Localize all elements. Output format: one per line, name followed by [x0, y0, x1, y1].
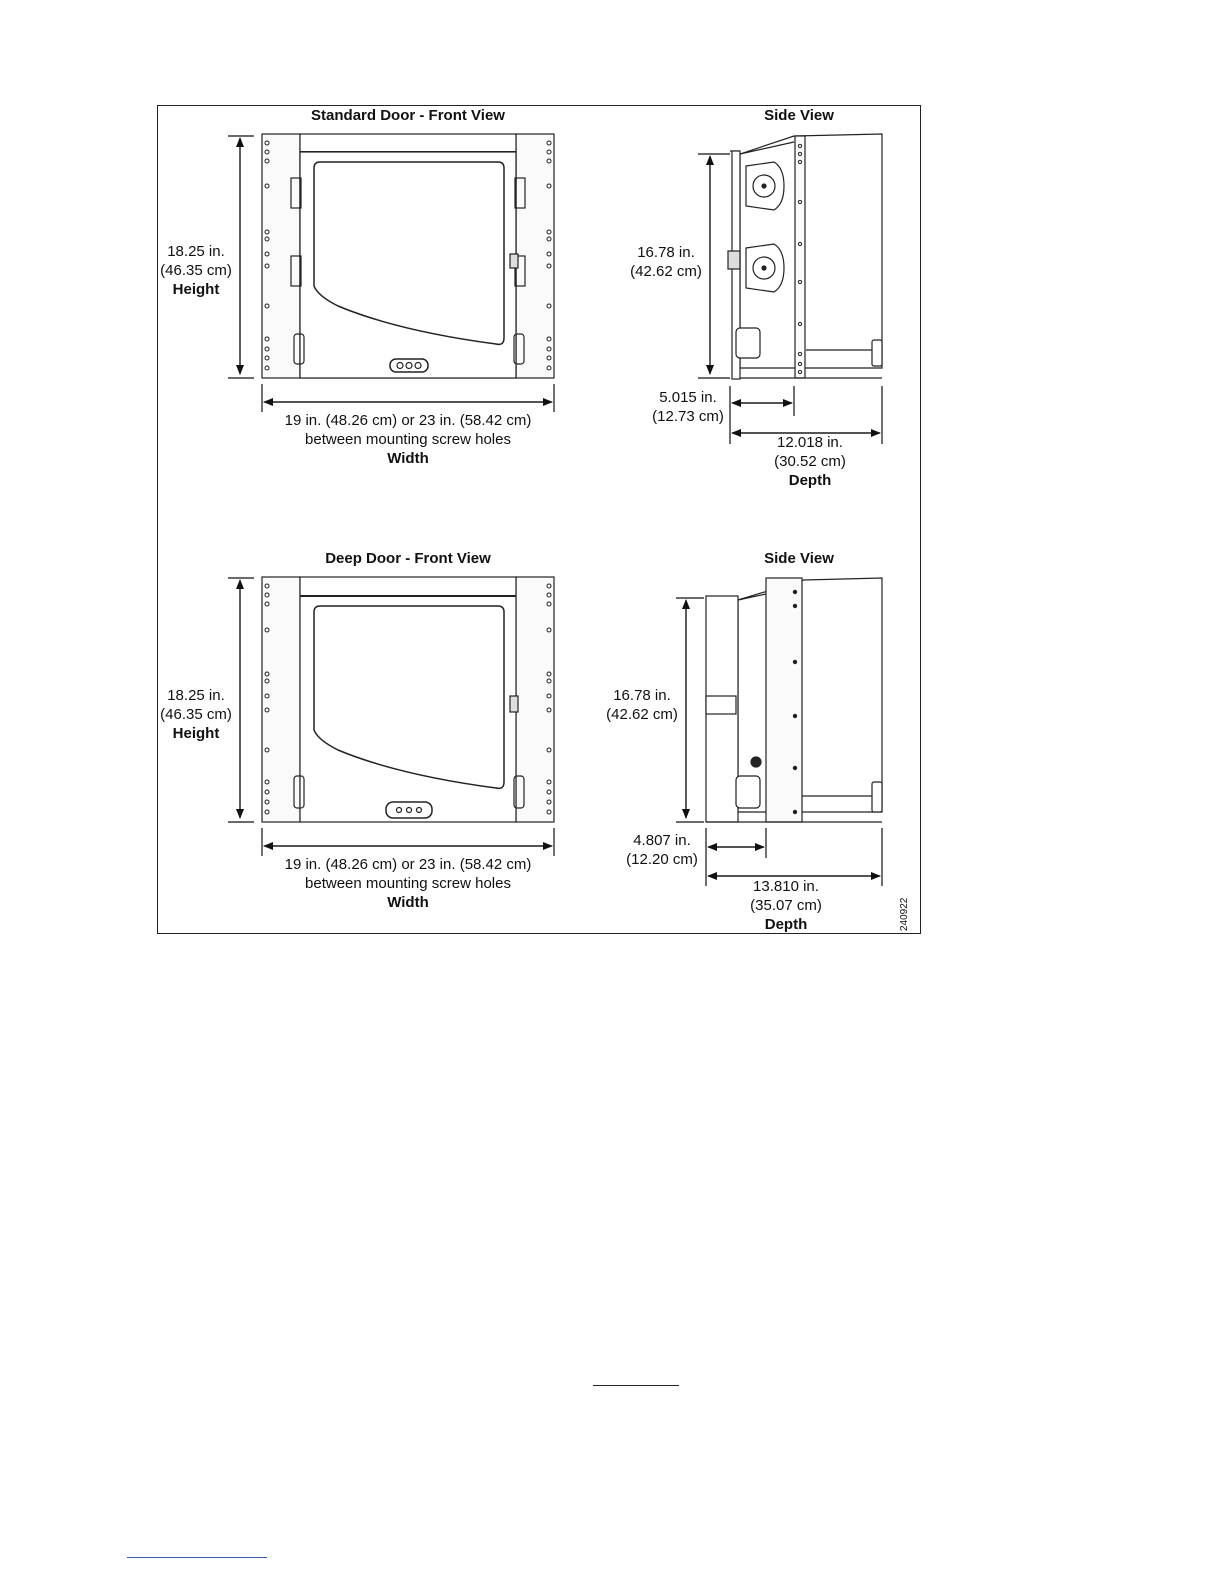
cabinet-drawings	[158, 106, 922, 935]
cabinet-dimensions-figure	[157, 105, 921, 934]
deep-front-view-drawing	[262, 577, 554, 822]
deep-depth-label: Depth	[764, 916, 808, 933]
deep-offset-cm: (12.20 cm)	[626, 851, 698, 868]
standard-height-in: 18.25 in.	[167, 243, 225, 260]
deep-width-line2: between mounting screw holes	[305, 875, 511, 892]
standard-side-view-drawing	[728, 134, 882, 379]
footer-link-rule	[127, 1557, 267, 1558]
footer-rule	[593, 1385, 679, 1386]
standard-offset-in: 5.015 in.	[659, 389, 717, 406]
standard-offset-cm: (12.73 cm)	[652, 408, 724, 425]
deep-height-cm: (46.35 cm)	[160, 706, 232, 723]
deep-height-in: 18.25 in.	[167, 687, 225, 704]
deep-offset-in: 4.807 in.	[633, 832, 691, 849]
standard-width-line1: 19 in. (48.26 cm) or 23 in. (58.42 cm)	[284, 412, 532, 429]
deep-height-label: Height	[172, 725, 220, 742]
deep-front-title: Deep Door - Front View	[325, 550, 491, 567]
figure-id: 240922	[899, 897, 910, 931]
standard-side-height-in: 16.78 in.	[637, 244, 695, 261]
deep-depth-cm: (35.07 cm)	[750, 897, 822, 914]
deep-depth-in: 13.810 in.	[753, 878, 819, 895]
deep-side-title: Side View	[764, 550, 834, 567]
deep-side-view-drawing	[706, 578, 882, 822]
standard-width-label: Width	[387, 450, 429, 467]
standard-front-view-drawing	[262, 134, 554, 378]
standard-front-title: Standard Door - Front View	[311, 107, 505, 124]
deep-width-line1: 19 in. (48.26 cm) or 23 in. (58.42 cm)	[284, 856, 532, 873]
standard-depth-in: 12.018 in.	[777, 434, 843, 451]
standard-side-height-cm: (42.62 cm)	[630, 263, 702, 280]
standard-side-title: Side View	[764, 107, 834, 124]
standard-depth-label: Depth	[788, 472, 832, 489]
standard-width-line2: between mounting screw holes	[305, 431, 511, 448]
deep-side-height-in: 16.78 in.	[613, 687, 671, 704]
deep-width-label: Width	[387, 894, 429, 911]
standard-height-label: Height	[172, 281, 220, 298]
deep-side-height-cm: (42.62 cm)	[606, 706, 678, 723]
standard-height-cm: (46.35 cm)	[160, 262, 232, 279]
standard-depth-cm: (30.52 cm)	[774, 453, 846, 470]
